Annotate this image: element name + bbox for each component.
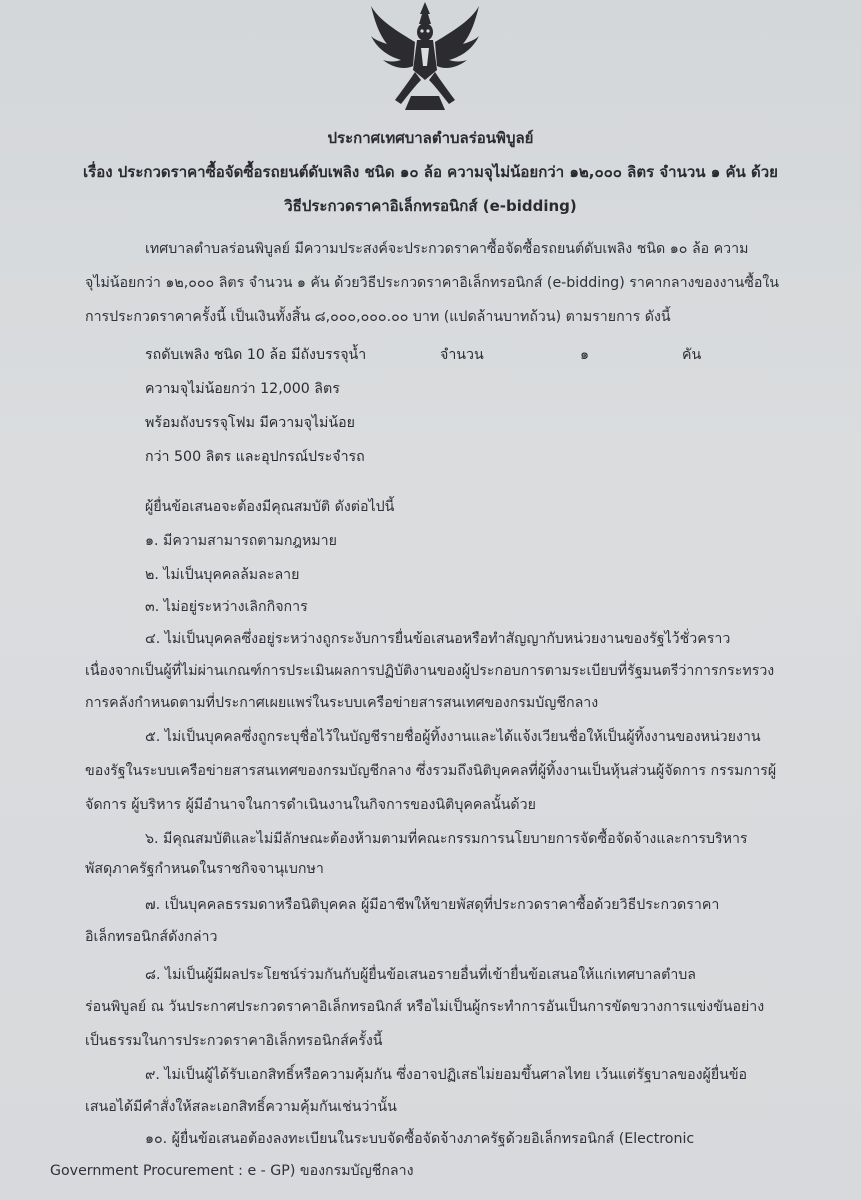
qualification-8-line-3: เป็นธรรมในการประกวดราคาอิเล็กทรอนิกส์ครั้งนี้ (85, 1033, 383, 1049)
qualification-4-line-3: การคลังกำหนดตามที่ประกาศเผยแพร่ในระบบเครือข่ายสารสนเทศของกรมบัญชีกลาง (85, 695, 599, 711)
subject-line-2: วิธีประกวดราคาอิเล็กทรอนิกส์ (e-bidding) (284, 197, 577, 215)
qualification-7-line-1: ๗. เป็นบุคคลธรรมดาหรือนิติบุคคล ผู้มีอาชีพให้ขายพัสดุที่ประกวดราคาซื้อด้วยวิธีประกวดราคา (145, 897, 720, 913)
qualification-5-line-3: จัดการ ผู้บริหาร ผู้มีอำนาจในการดำเนินงานในกิจการของนิติบุคคลนั้นด้วย (85, 797, 536, 813)
qualification-9-line-1: ๙. ไม่เป็นผู้ได้รับเอกสิทธิ์หรือความคุ้มกัน ซึ่งอาจปฏิเสธไม่ยอมขึ้นศาลไทย เว้นแต่รัฐบาลของผู้ยื่นข้อ (145, 1067, 748, 1083)
item-quantity-label: จำนวน (440, 347, 484, 363)
qualification-9-line-2: เสนอได้มีคำสั่งให้สละเอกสิทธิ์ความคุ้มกันเช่นว่านั้น (85, 1099, 397, 1115)
announcement-heading: ประกาศเทศบาลตำบลร่อนพิบูลย์ (327, 129, 534, 147)
qualification-10-line-1: ๑๐. ผู้ยื่นข้อเสนอต้องลงทะเบียนในระบบจัดซื้อจัดจ้างภาครัฐด้วยอิเล็กทรอนิกส์ (Electronic (145, 1131, 695, 1147)
qualification-1: ๑. มีความสามารถตามกฎหมาย (145, 533, 337, 549)
item-quantity-value: ๑ (580, 347, 590, 363)
qualification-heading: ผู้ยื่นข้อเสนอจะต้องมีคุณสมบัติ ดังต่อไปนี้ (145, 499, 395, 515)
qualification-7-line-2: อิเล็กทรอนิกส์ดังกล่าว (85, 929, 218, 945)
garuda-emblem-icon (365, 0, 485, 118)
qualification-8-line-2: ร่อนพิบูลย์ ณ วันประกาศประกวดราคาอิเล็กทรอนิกส์ หรือไม่เป็นผู้กระทำการอันเป็นการขัดขวางการแข่งขันอย่าง (85, 999, 765, 1015)
intro-line-3: การประกวดราคาครั้งนี้ เป็นเงินทั้งสิ้น ๘,๐๐๐,๐๐๐.๐๐ บาท (แปดล้านบาทถ้วน) ตามรายการ ดังนี้ (85, 309, 671, 325)
qualification-4-line-1: ๔. ไม่เป็นบุคคลซึ่งอยู่ระหว่างถูกระงับการยื่นข้อเสนอหรือทำสัญญากับหน่วยงานของรัฐไว้ชั่วคราว (145, 631, 731, 647)
intro-line-2: จุไม่น้อยกว่า ๑๒,๐๐๐ ลิตร จำนวน ๑ คัน ด้วยวิธีประกวดราคาอิเล็กทรอนิกส์ (e-bidding) ราคากลางของงานซื้อใน (85, 275, 779, 291)
qualification-3: ๓. ไม่อยู่ระหว่างเลิกกิจการ (145, 599, 308, 615)
item-description-line-1: รถดับเพลิง ชนิด 10 ล้อ มีถังบรรจุน้ำ (145, 347, 367, 363)
qualification-4-line-2: เนื่องจากเป็นผู้ที่ไม่ผ่านเกณฑ์การประเมินผลการปฏิบัติงานของผู้ประกอบการตามระเบียบที่รัฐมนตรีว่าการกระทรวง (85, 663, 775, 679)
item-description-line-4: กว่า 500 ลิตร และอุปกรณ์ประจำรถ (145, 449, 365, 465)
qualification-6-line-2: พัสดุภาครัฐกำหนดในราชกิจจานุเบกษา (85, 861, 324, 877)
qualification-8-line-1: ๘. ไม่เป็นผู้มีผลประโยชน์ร่วมกันกับผู้ยื่นข้อเสนอรายอื่นที่เข้ายื่นข้อเสนอให้แก่เทศบาลตำบล (145, 967, 696, 983)
qualification-10-line-2: Government Procurement : e - GP) ของกรมบัญชีกลาง (50, 1163, 414, 1179)
intro-line-1: เทศบาลตำบลร่อนพิบูลย์ มีความประสงค์จะประกวดราคาซื้อจัดซื้อรถยนต์ดับเพลิง ชนิด ๑๐ ล้อ ความ (145, 241, 749, 257)
item-description-line-3: พร้อมถังบรรจุโฟม มีความจุไม่น้อย (145, 415, 355, 431)
qualification-5-line-2: ของรัฐในระบบเครือข่ายสารสนเทศของกรมบัญชีกลาง ซึ่งรวมถึงนิติบุคคลที่ผู้ทิ้งงานเป็นหุ้นส่วนผู้จัดการ กรรมการผู้ (85, 763, 777, 779)
qualification-2: ๒. ไม่เป็นบุคคลล้มละลาย (145, 567, 300, 583)
subject-line-1: เรื่อง ประกวดราคาซื้อจัดซื้อรถยนต์ดับเพลิง ชนิด ๑๐ ล้อ ความจุไม่น้อยกว่า ๑๒,๐๐๐ ลิตร จำนวน ๑ คัน ด้วย (83, 163, 778, 181)
item-description-line-2: ความจุไม่น้อยกว่า 12,000 ลิตร (145, 381, 340, 397)
qualification-5-line-1: ๕. ไม่เป็นบุคคลซึ่งถูกระบุชื่อไว้ในบัญชีรายชื่อผู้ทิ้งงานและได้แจ้งเวียนชื่อให้เป็นผู้ทิ้งงานของหน่วยงาน (145, 729, 761, 745)
qualification-6-line-1: ๖. มีคุณสมบัติและไม่มีลักษณะต้องห้ามตามที่คณะกรรมการนโยบายการจัดซื้อจัดจ้างและการบริหาร (145, 831, 748, 847)
item-unit: คัน (682, 347, 702, 363)
